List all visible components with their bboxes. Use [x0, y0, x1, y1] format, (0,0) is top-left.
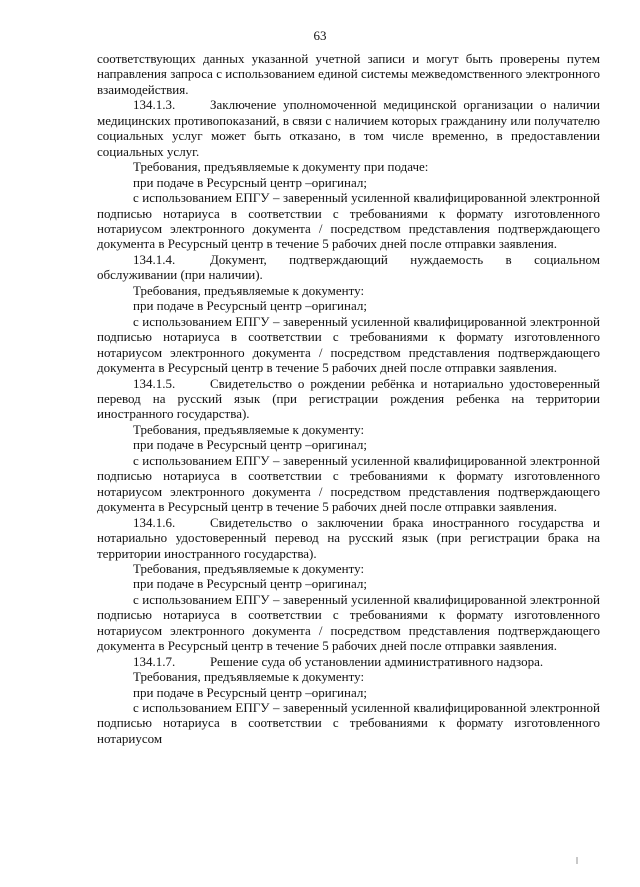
paragraph: [97, 51, 600, 97]
paragraph: [97, 669, 600, 684]
list-item-134-1-4: [97, 252, 600, 283]
item-number: 134.1.5.: [133, 375, 176, 391]
paragraph-text: при подаче в Ресурсный центр –оригинал;: [133, 684, 367, 700]
paragraph: [97, 159, 600, 174]
paragraph: [97, 190, 600, 252]
item-text: Свидетельство о заключении брака иностранного государства и нотариально удостоверенный перевод на русский язык (при регистрации брака на территории иностранного государства).: [97, 514, 600, 561]
paragraph: [97, 437, 600, 452]
item-text: Решение суда об установлении административного надзора.: [210, 653, 544, 669]
paragraph: [97, 453, 600, 515]
paragraph: [97, 175, 600, 190]
paragraph: [97, 422, 600, 437]
list-item-134-1-3: [97, 97, 600, 159]
paragraph: [97, 592, 600, 654]
item-text: Документ, подтверждающий нуждаемость в социальном обслуживании (при наличии).: [97, 251, 600, 283]
paragraph: [97, 314, 600, 376]
paragraph-text: Требования, предъявляемые к документу:: [133, 421, 365, 437]
list-item-134-1-7: [97, 654, 600, 669]
item-text: Заключение уполномоченной медицинской организации о наличии медицинских противопоказаний, в связи с наличием которых гражданину или получателю социальных услуг может быть отказано, в том числе временно, в предоставлении социальных услуг.: [97, 97, 600, 159]
paragraph-text: с использованием ЕПГУ – заверенный усиленной квалифицированной электронной подписью нотариуса в соответствии с требованиями к формату изготовленного нотариусом: [97, 700, 600, 746]
item-number: 134.1.7.: [133, 653, 176, 669]
paragraph-text: с использованием ЕПГУ – заверенный усиленной квалифицированной электронной подписью нотариуса в соответствии с требованиями к формату изготовленного нотариусом электронного документа / посредством представления подтверждающего документа в Ресурсный центр в течение 5 рабочих дней после отправки заявления.: [97, 591, 600, 654]
item-text: Свидетельство о рождении ребёнка и нотариально удостоверенный перевод на русский язык (при регистрации рождения ребенка на территории иностранного государства).: [97, 375, 600, 422]
paragraph: [97, 685, 600, 700]
paragraph-text: с использованием ЕПГУ – заверенный усиленной квалифицированной электронной подписью нотариуса в соответствии с требованиями к формату изготовленного нотариусом электронного документа / посредством представления подтверждающего документа в Ресурсный центр в течение 5 рабочих дней после отправки заявления.: [97, 452, 600, 515]
paragraph-text: с использованием ЕПГУ – заверенный усиленной квалифицированной электронной подписью нотариуса в соответствии с требованиями к формату изготовленного нотариусом электронного документа / посредством представления подтверждающего документа в Ресурсный центр в течение 5 рабочих дней после отправки заявления.: [97, 313, 600, 376]
paragraph-text: Требования, предъявляемые к документу при подаче:: [133, 159, 429, 175]
item-number: 134.1.3.: [133, 97, 176, 113]
paragraph-text: Требования, предъявляемые к документу:: [133, 282, 365, 298]
paragraph: [97, 298, 600, 313]
paragraph-text: при подаче в Ресурсный центр –оригинал;: [133, 174, 367, 190]
paragraph: [97, 576, 600, 591]
page-number: 63: [313, 28, 327, 43]
item-number: 134.1.6.: [133, 514, 176, 530]
list-item-134-1-5: [97, 376, 600, 422]
item-number: 134.1.4.: [133, 251, 176, 267]
scan-mark: [576, 857, 578, 864]
list-item-134-1-6: [97, 515, 600, 561]
paragraph-text: при подаче в Ресурсный центр –оригинал;: [133, 298, 367, 314]
paragraph-text: Требования, предъявляемые к документу:: [133, 669, 365, 685]
paragraph-text: при подаче в Ресурсный центр –оригинал;: [133, 576, 367, 592]
paragraph-text: при подаче в Ресурсный центр –оригинал;: [133, 437, 367, 453]
paragraph-text: Требования, предъявляемые к документу:: [133, 560, 365, 576]
paragraph-text: соответствующих данных указанной учетной записи и могут быть проверены путем направления запроса с использованием единой системы межведомственного электронного взаимодействия.: [97, 51, 600, 97]
paragraph: [97, 700, 600, 746]
paragraph-text: с использованием ЕПГУ – заверенный усиленной квалифицированной электронной подписью нотариуса в соответствии с требованиями к формату изготовленного нотариусом электронного документа / посредством представления подтверждающего документа в Ресурсный центр в течение 5 рабочих дней после отправки заявления.: [97, 190, 600, 252]
document-body: [97, 51, 600, 746]
paragraph: [97, 283, 600, 298]
paragraph: [97, 561, 600, 576]
